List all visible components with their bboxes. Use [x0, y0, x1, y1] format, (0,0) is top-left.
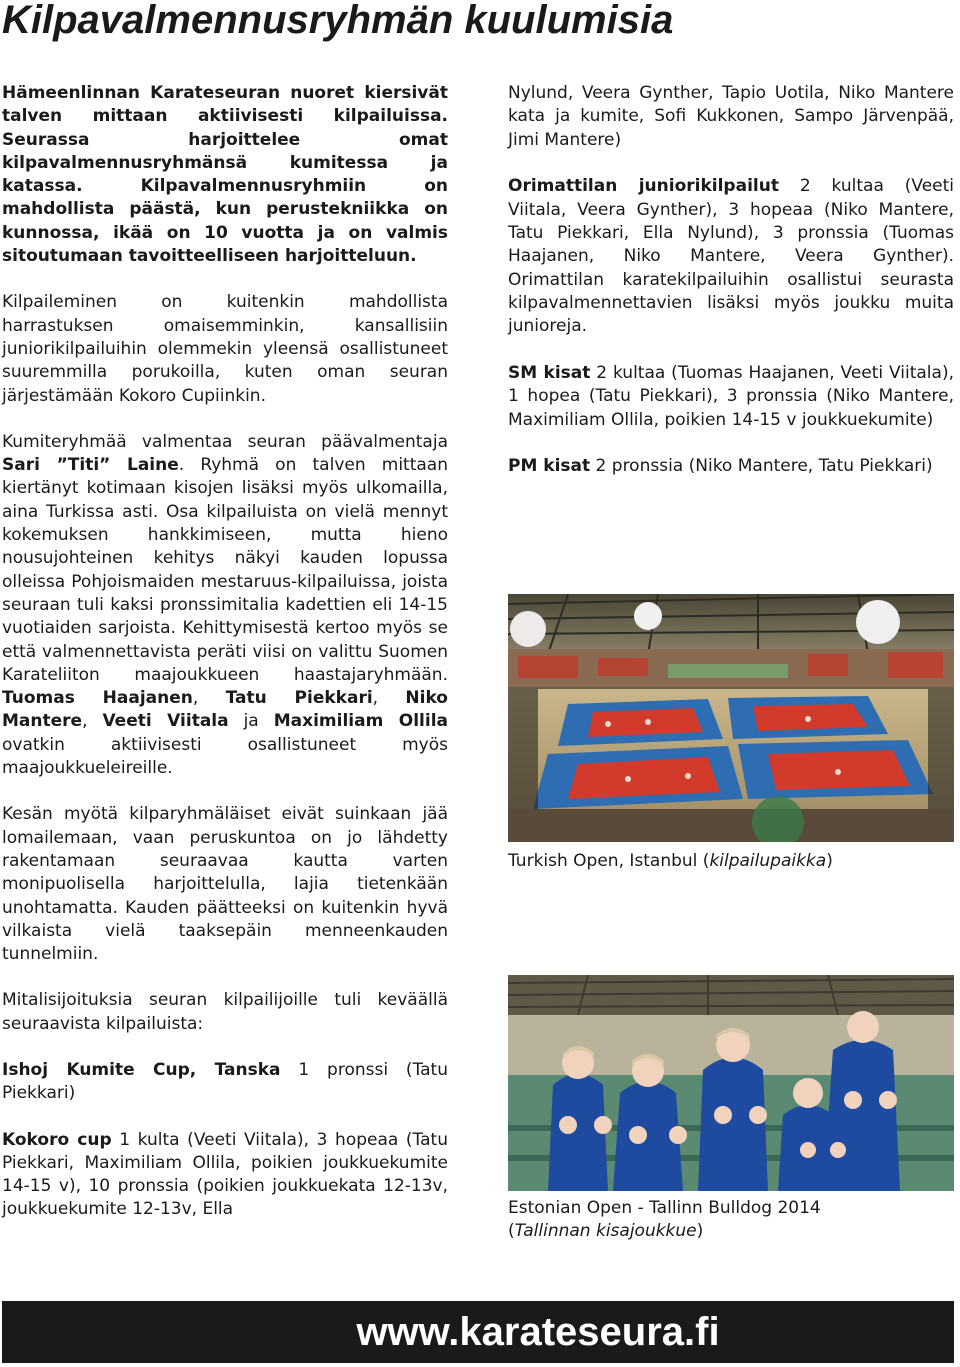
competition-result: 2 kultaa (Tuomas Haajanen, Veeti Viitala), 1 hopea (Tatu Piekkari), 3 pronssia (Niko Mantere, Maximiliam Ollila, poikien 14-15 v joukkuekumite): [508, 362, 954, 430]
paragraph-summer: Kesän myötä kilparyhmäläiset eivät suinkaan jää lomailemaan, vaan peruskuntoa on jo lähdetty rakentamaan seuraavaa kautta varten monipuolisella harjoittelulla, lajia tietenkään unohtamatta. Kauden päätteeksi on kuitenkin hyvä vilkaista vielä taaksepäin menneenkauden tunnelmiin.: [2, 804, 448, 965]
photo-caption-istanbul: [508, 850, 954, 873]
competition-name: Kokoro cup: [2, 1129, 112, 1150]
athlete-name: Tuomas Haajanen: [2, 688, 193, 709]
competition-name: Ishoj Kumite Cup, Tanska: [2, 1059, 281, 1080]
athlete-name: Tatu Piekkari: [225, 688, 373, 709]
coach-text-a: Kumiteryhmää valmentaa seuran päävalmentaja: [2, 431, 448, 452]
caption-emphasis: Tallinnan kisajoukkue: [514, 1221, 697, 1242]
competition-kokoro: [2, 1129, 448, 1222]
website-link[interactable]: www.karateseura.fi: [356, 1310, 720, 1354]
separator: ,: [192, 688, 226, 709]
team-photo: [508, 975, 954, 1191]
competition-ishoj: [2, 1059, 448, 1106]
right-column: [508, 82, 954, 502]
coach-name: Sari ”Titi” Laine: [2, 455, 179, 476]
athlete-name: Maximiliam Ollila: [273, 711, 449, 732]
coach-text-b: . Ryhmä on talven mittaan kiertänyt kotimaan kisojen lisäksi myös ulkomailla, aina Turkissa asti. Osa kilpailuista on vielä mennyt kokemuksen hankkimiseen, mutta hieno nousujohteinen kehitys näkyi kauden lopussa olleissa Pohjoismaiden mestaruus-kilpailuissa, joista seuraan tuli kaksi pronssimitalia kadettien eli 14-15 vuotiaiden sarjoista. Kehittymisestä kertoo myös se että valmennettavista peräti viisi on valittu Suomen Karateliiton maajoukkueen haastajaryhmään.: [2, 455, 448, 685]
separator: ,: [372, 688, 406, 709]
footer-bar: [2, 1301, 954, 1363]
caption-text: ): [696, 1221, 704, 1242]
athlete-name: Veeti Viitala: [102, 711, 229, 732]
athlete-name: Niko Mantere: [2, 688, 448, 732]
paragraph-medals-intro: Mitalisijoituksia seuran kilpailijoille tuli keväällä seuraavista kilpailuista:: [2, 990, 448, 1034]
intro-paragraph: Hämeenlinnan Karateseuran nuoret kiersivät talven mittaan aktiivisesti kilpailuissa. Seurassa harjoittelee omat kilpavalmennusryhmänsä kumitessa ja katassa. Kilpavalmennusryhmiin on mahdollista päästä, kun perustekniikka on kunnossa, ikää on 10 vuotta ja on valmis sitoutumaan tavoitteelliseen harjoitteluun.: [2, 83, 448, 267]
caption-text: ): [826, 851, 833, 871]
competition-result: 2 pronssia (Niko Mantere, Tatu Piekkari): [590, 456, 933, 477]
photo-caption-tallinn: [508, 1197, 954, 1244]
coach-text-c: ovatkin aktiivisesti osallistuneet myös maajoukkueleireille.: [2, 734, 448, 779]
page-title: Kilpavalmennusryhmän kuulumisia: [2, 0, 674, 42]
caption-text: Turkish Open, Istanbul (: [508, 851, 710, 871]
paragraph-coach: [2, 431, 448, 780]
arena-photo: [508, 594, 954, 842]
caption-text: (: [508, 1221, 515, 1242]
competition-result: 1 pronssi (Tatu Piekkari): [2, 1059, 448, 1104]
paragraph-competing: Kilpaileminen on kuitenkin mahdollista harrastuksen omaisemminkin, kansallisiin juniorikilpailuihin olemmekin yleensä osallistuneet suuremmilla porukoilla, kuten oman seuran järjestämään Kokoro Cupiinkin.: [2, 292, 448, 406]
caption-line2: [508, 1220, 954, 1243]
competition-name: PM kisat: [508, 456, 591, 477]
caption-text: Estonian Open - Tallinn Bulldog 2014: [508, 1198, 821, 1218]
competition-pm: [508, 455, 954, 478]
separator: ,: [82, 711, 103, 732]
competition-orimattila: [508, 175, 954, 338]
competition-name: Orimattilan juniorikilpailut: [508, 176, 779, 197]
competition-result: 2 kultaa (Veeti Viitala, Veera Gynther), 3 hopeaa (Niko Mantere, Tatu Piekkari, Ella Nylund), 3 pronssia (Tuomas Haajanen, Niko Mantere, Veera Gynther). Orimattilan karatekilpailuihin osallistui seurasta kilpavalmennettavien lisäksi myös joukku muita junioreja.: [508, 176, 954, 337]
competition-result: 1 kulta (Veeti Viitala), 3 hopeaa (Tatu Piekkari, Maximiliam Ollila, poikien joukkuekumite 14-15 v), 10 pronssia (poikien joukkuekata 12-13v, joukkuekumite 12-13v, Ella: [2, 1129, 448, 1220]
competition-sm: [508, 362, 954, 432]
separator: ja: [228, 711, 274, 732]
competition-name: SM kisat: [508, 362, 591, 383]
caption-emphasis: kilpailupaikka: [709, 851, 827, 871]
left-column: [2, 82, 448, 1245]
competition-kokoro-continued: Nylund, Veera Gynther, Tapio Uotila, Niko Mantere kata ja kumite, Sofi Kukkonen, Sampo Järvenpää, Jimi Mantere): [508, 83, 954, 150]
